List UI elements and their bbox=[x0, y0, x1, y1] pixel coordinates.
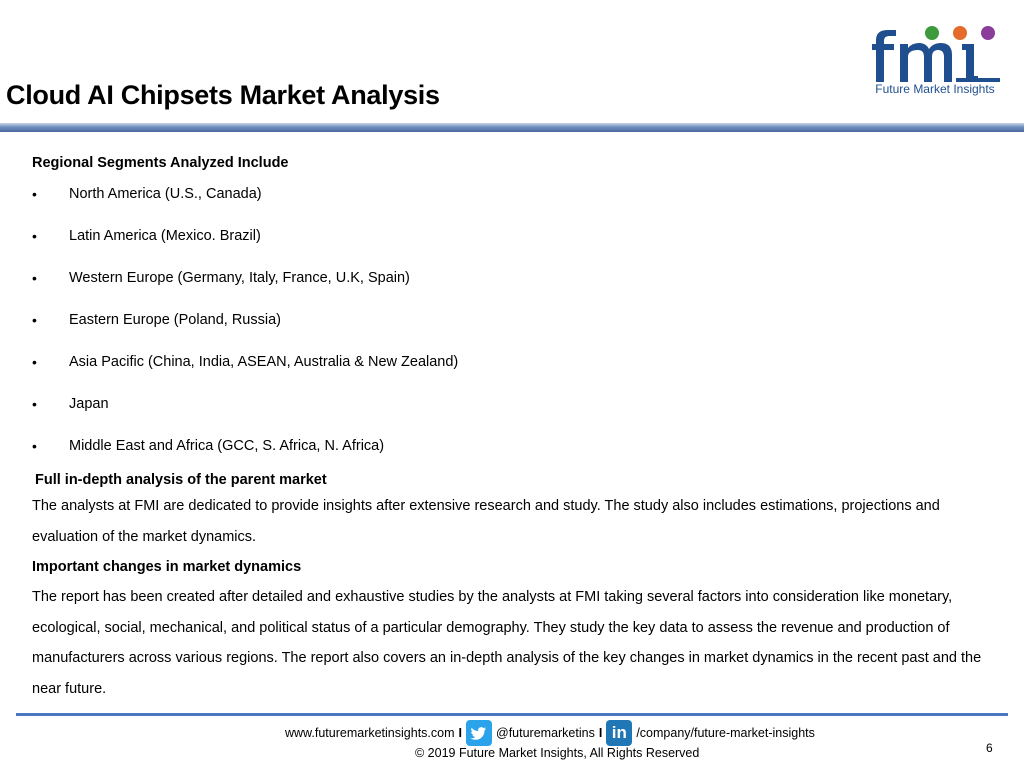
logo-orange-dot bbox=[953, 26, 967, 40]
main-content bbox=[32, 152, 1007, 704]
fmi-logo bbox=[862, 14, 1008, 100]
parent-market-text: The analysts at FMI are dedicated to provide insights after extensive research and study. The study also includes estimations, projections and evaluation of the market dynamics. bbox=[32, 498, 940, 545]
logo-green-dot bbox=[925, 26, 939, 40]
list-item: • North America (U.S., Canada) bbox=[32, 183, 1007, 225]
twitter-handle-link[interactable]: @futuremarketins bbox=[496, 726, 595, 740]
copyright-text: © 2019 Future Market Insights, All Rights Reserved bbox=[415, 746, 700, 760]
linkedin-link[interactable]: /company/future-market-insights bbox=[636, 726, 815, 740]
linkedin-icon[interactable]: in bbox=[606, 720, 632, 746]
footer-separator: I bbox=[598, 726, 603, 740]
list-item: • Western Europe (Germany, Italy, France, U.K, Spain) bbox=[32, 267, 1007, 309]
parent-market-heading: Full in-depth analysis of the parent market bbox=[35, 472, 327, 488]
header-divider bbox=[0, 123, 1024, 132]
website-link[interactable]: www.futuremarketinsights.com bbox=[285, 726, 455, 740]
list-item: • Eastern Europe (Poland, Russia) bbox=[32, 309, 1007, 351]
logo-tagline: Future Market Insights bbox=[875, 82, 995, 96]
list-item: • Japan bbox=[32, 393, 1007, 435]
page-number: 6 bbox=[986, 741, 993, 755]
footer-separator: I bbox=[458, 726, 462, 740]
list-item: • Latin America (Mexico. Brazil) bbox=[32, 225, 1007, 267]
regions-heading: Regional Segments Analyzed Include bbox=[32, 155, 289, 171]
logo-purple-dot bbox=[981, 26, 995, 40]
footer-divider bbox=[16, 713, 1008, 716]
list-item: • Asia Pacific (China, India, ASEAN, Australia & New Zealand) bbox=[32, 351, 1007, 393]
fmi-logo-mark bbox=[868, 20, 1006, 90]
page-title: Cloud AI Chipsets Market Analysis bbox=[6, 80, 440, 110]
list-item: • Middle East and Africa (GCC, S. Africa, N. Africa) bbox=[32, 435, 1007, 469]
twitter-icon[interactable] bbox=[466, 720, 492, 746]
dynamics-heading: Important changes in market dynamics bbox=[32, 559, 302, 575]
footer-links bbox=[285, 720, 815, 746]
dynamics-text: The report has been created after detailed and exhaustive studies by the analysts at FMI taking several factors into consideration like monetary, ecological, social, mechanical, and political status of a particular demography. They study the key data to assess the revenue and production of manufacturers across various regions. The report also covers an in-depth analysis of the key changes in market dynamics in the recent past and the near future. bbox=[32, 589, 982, 697]
regions-list bbox=[32, 183, 1007, 469]
